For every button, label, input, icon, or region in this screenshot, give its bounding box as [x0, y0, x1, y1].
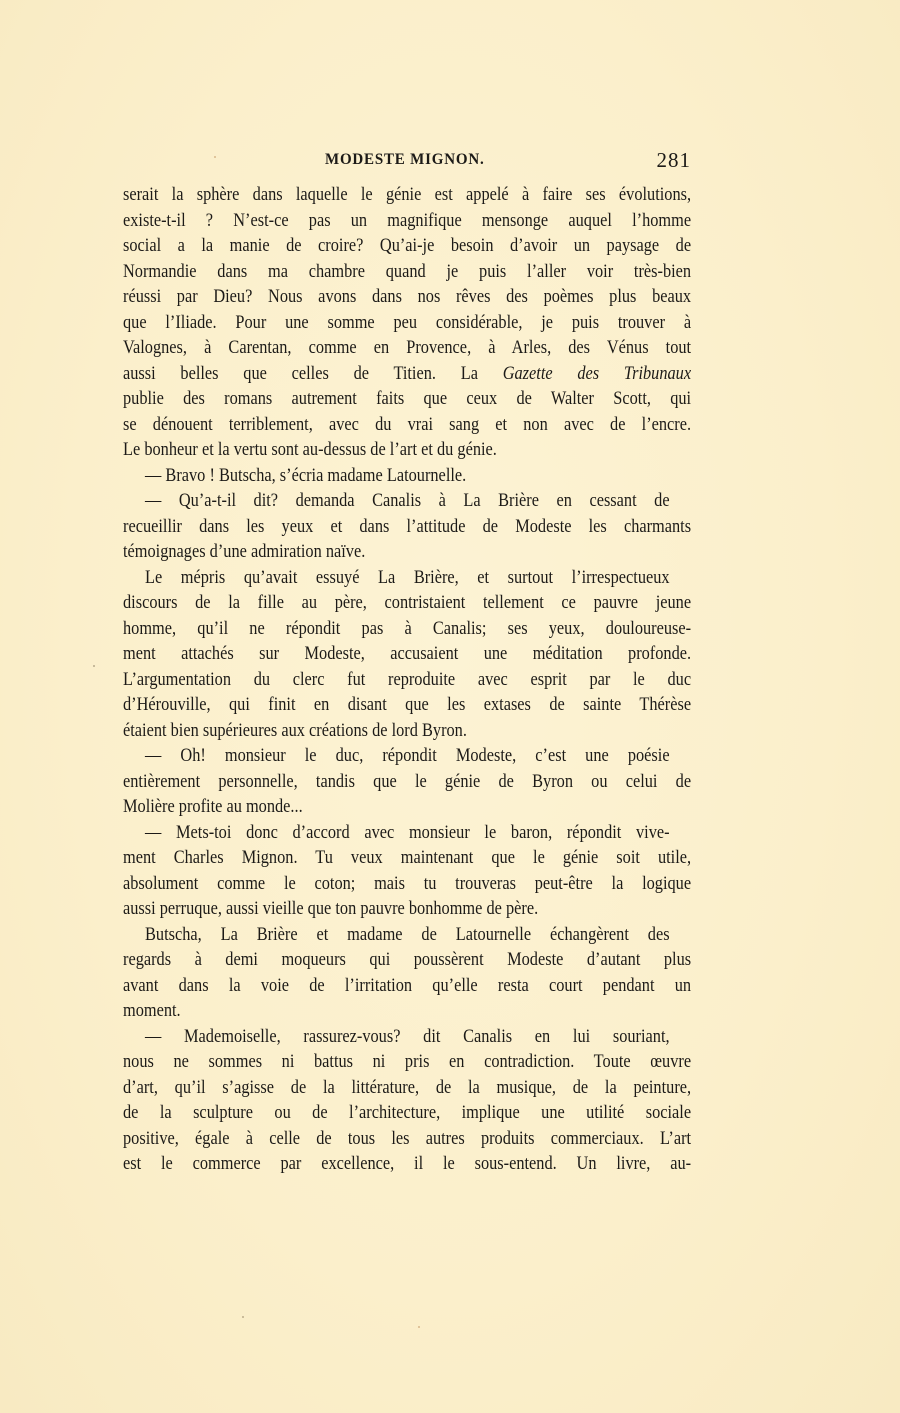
running-title: MODESTE MIGNON.	[325, 151, 485, 169]
text-line-content: homme, qu’il ne répondit pas à Canalis; ses yeux, douloureuse-	[123, 617, 692, 639]
text-line-content: ment Charles Mignon. Tu veux maintenant que le génie soit utile,	[123, 847, 692, 868]
text-line	[123, 259, 691, 285]
text-line-content: étaient bien supérieures aux créations de lord Byron.	[123, 719, 467, 741]
text-line-content: nous ne sommes ni battus ni pris en contradiction. Toute œuvre	[123, 1051, 692, 1072]
text-line	[123, 641, 691, 667]
text-line-content: serait la sphère dans laquelle le génie est appelé à faire ses évolutions,	[123, 184, 692, 205]
text-line	[123, 463, 691, 489]
text-line-content: positive, égale à celle de tous les autres produits commerciaux. L’art	[123, 1127, 692, 1149]
text-line	[123, 488, 691, 514]
body-text	[123, 182, 691, 1177]
text-line-content: discours de la fille au père, contristaient tellement ce pauvre jeune	[123, 592, 692, 613]
text-line	[123, 922, 691, 948]
text-line	[123, 1075, 691, 1101]
text-line	[123, 1151, 691, 1177]
paper-speck	[242, 1316, 244, 1318]
text-line	[123, 743, 691, 769]
text-line	[123, 947, 691, 973]
text-line-content: de la sculpture ou de l’architecture, implique une utilité sociale	[123, 1102, 692, 1123]
text-line-content: L’argumentation du clerc fut reproduite avec esprit par le duc	[123, 668, 692, 690]
text-line	[123, 718, 691, 744]
text-line	[123, 386, 691, 412]
text-line	[123, 998, 691, 1024]
text-line	[123, 539, 691, 565]
text-line	[123, 1100, 691, 1126]
text-line	[123, 1126, 691, 1152]
text-line	[123, 590, 691, 616]
text-line-content: — Bravo ! Butscha, s’écria madame Latournelle.	[145, 464, 467, 486]
text-line	[123, 1049, 691, 1075]
text-line-content: Le mépris qu’avait essuyé La Brière, et surtout l’irrespectueux	[145, 566, 670, 588]
text-line-content: Le bonheur et la vertu sont au-dessus de l’art et du génie.	[123, 439, 497, 460]
text-line-content: réussi par Dieu? Nous avons dans nos rêves des poèmes plus beaux	[123, 286, 692, 307]
text-line-content: avant dans la voie de l’irritation qu’elle resta court pendant un	[123, 974, 692, 996]
text-run: aussi belles que celles de Titien. La	[123, 362, 503, 384]
text-line	[123, 845, 691, 871]
running-head	[123, 150, 691, 176]
text-line-content: existe-t-il ? N’est-ce pas un magnifique mensonge auquel l’homme	[123, 209, 692, 231]
text-line-content: — Qu’a-t-il dit? demanda Canalis à La Brière en cessant de	[145, 490, 670, 511]
text-line	[123, 1024, 691, 1050]
italic-title: Gazette des Tribunaux	[502, 362, 692, 384]
paper-speck	[418, 1326, 420, 1328]
text-line	[123, 973, 691, 999]
paper-speck	[93, 665, 95, 667]
text-line-content: publie des romans autrement faits que ceux de Walter Scott, qui	[123, 388, 692, 409]
text-line	[123, 565, 691, 591]
text-line-content: d’Hérouville, qui finit en disant que les extases de sainte Thérèse	[123, 694, 692, 715]
text-line	[123, 871, 691, 897]
text-line	[123, 769, 691, 795]
text-line-content: se dénouent terriblement, avec du vrai sang et non avec de l’encre.	[123, 413, 692, 435]
text-line	[123, 182, 691, 208]
text-line-content	[123, 361, 691, 387]
text-line	[123, 310, 691, 336]
text-line	[123, 514, 691, 540]
text-line	[123, 335, 691, 361]
text-line-content: que l’Iliade. Pour une somme peu considérable, je puis trouver à	[123, 311, 692, 333]
text-line-content: — Oh! monsieur le duc, répondit Modeste, c’est une poésie	[145, 745, 670, 766]
text-line-content: aussi perruque, aussi vieille que ton pauvre bonhomme de père.	[123, 898, 539, 919]
text-line-content: social a la manie de croire? Qu’ai-je besoin d’avoir un paysage de	[123, 235, 692, 256]
text-line-content: absolument comme le coton; mais tu trouveras peut-être la logique	[123, 872, 692, 894]
text-line	[123, 437, 691, 463]
text-line-content: entièrement personnelle, tandis que le génie de Byron ou celui de	[123, 770, 692, 792]
text-line-content: recueillir dans les yeux et dans l’attitude de Modeste les charmants	[123, 515, 692, 537]
text-line-content: moment.	[123, 1000, 181, 1021]
text-line	[123, 896, 691, 922]
text-line-content: témoignages d’une admiration naïve.	[123, 541, 366, 562]
text-line-content: regards à demi moqueurs qui poussèrent Modeste d’autant plus	[123, 949, 692, 970]
text-line	[123, 208, 691, 234]
text-line-content: est le commerce par excellence, il le sous-entend. Un livre, au-	[123, 1153, 692, 1174]
text-line-content: Normandie dans ma chambre quand je puis l’aller voir très-bien	[123, 260, 692, 282]
text-line	[123, 361, 691, 387]
text-line	[123, 616, 691, 642]
text-line	[123, 667, 691, 693]
text-line	[123, 284, 691, 310]
page-number: 281	[656, 148, 691, 172]
text-line-content: d’art, qu’il s’agisse de la littérature, de la musique, de la peinture,	[123, 1076, 692, 1098]
text-line	[123, 692, 691, 718]
text-line	[123, 233, 691, 259]
text-line-content: — Mets-toi donc d’accord avec monsieur le baron, répondit vive-	[145, 821, 670, 843]
text-line-content: Molière profite au monde...	[123, 796, 303, 817]
text-line-content: ment attachés sur Modeste, accusaient une méditation profonde.	[123, 643, 692, 664]
text-line	[123, 820, 691, 846]
text-line	[123, 794, 691, 820]
text-line-content: Butscha, La Brière et madame de Latournelle échangèrent des	[145, 923, 670, 945]
text-line-content: — Mademoiselle, rassurez-vous? dit Canalis en lui souriant,	[145, 1025, 670, 1047]
text-line-content: Valognes, à Carentan, comme en Provence, à Arles, des Vénus tout	[123, 337, 692, 358]
text-line	[123, 412, 691, 438]
